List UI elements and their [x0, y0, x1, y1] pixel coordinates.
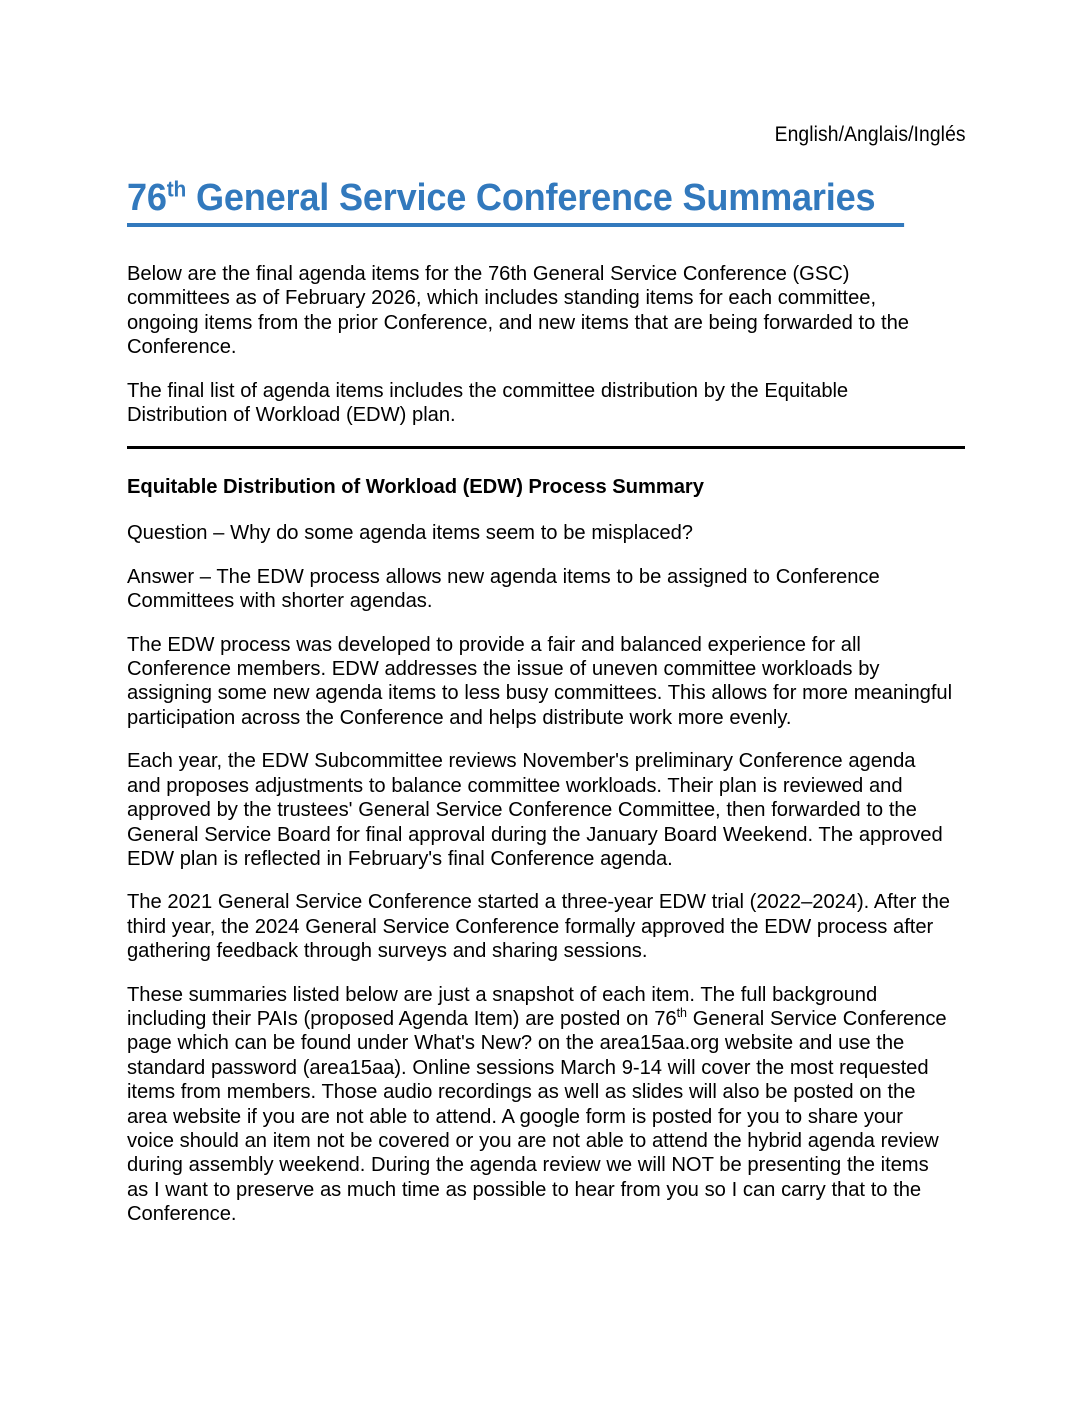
closing-text-part-2: General Service Conference page which can be found under What's New? on the area15aa.org website and use the standard password (area15aa). Online sessions March 9-14 will cover the most requested items from members. Those audio recordings as well as slides will also be posted on the area website if you are not able to attend. A google form is posted for you to share your voice should an item not be covered or you are not able to attend the hybrid agenda review during assembly weekend. During the agenda review we will NOT be presenting the items as I want to preserve as much time as possible to hear from you so I can carry that to the Conference. — [127, 1006, 947, 1226]
page-title — [127, 175, 904, 227]
title-container — [127, 175, 967, 227]
edw-purpose-paragraph: The EDW process was developed to provide a fair and balanced experience for all Conference members. EDW addresses the issue of uneven committee workloads by assigning some new agenda items to less busy committees. This allows for more meaningful participation across the Conference and helps distribute work more evenly. — [127, 632, 953, 729]
closing-ordinal-suffix: th — [676, 1005, 687, 1021]
edw-question: Question – Why do some agenda items seem to be misplaced? — [127, 521, 693, 545]
section-divider — [127, 446, 965, 449]
edw-history-paragraph: The 2021 General Service Conference started a three-year EDW trial (2022–2024). After the third year, the 2024 General Service Conference formally approved the EDW process after gathering feedback through surveys and sharing sessions. — [127, 890, 950, 963]
intro-paragraph-1: Below are the final agenda items for the 76th General Service Conference (GSC) committees as of February 2026, which includes standing items for each committee, ongoing items from the prior Conference, and new items that are being forwarded to the Conference. — [127, 262, 909, 359]
title-number: 76 — [127, 177, 167, 219]
edw-section-heading: Equitable Distribution of Workload (EDW) Process Summary — [127, 475, 704, 499]
edw-answer: Answer – The EDW process allows new agenda items to be assigned to Conference Committees with shorter agendas. — [127, 564, 880, 613]
closing-ordinal-number: 76 — [654, 1006, 677, 1030]
closing-paragraph — [127, 983, 952, 1227]
intro-paragraph-2: The final list of agenda items includes the committee distribution by the Equitable Distribution of Workload (EDW) plan. — [127, 378, 849, 427]
language-header: English/Anglais/Inglés — [774, 123, 966, 146]
title-ordinal-suffix: th — [166, 176, 187, 202]
document-body — [127, 262, 965, 1246]
closing-text-part-1: These summaries listed below are just a snapshot of each item. The full background including their PAIs (proposed Agenda Item) are posted on — [127, 982, 878, 1030]
edw-annual-cycle-paragraph: Each year, the EDW Subcommittee reviews November's preliminary Conference agenda and proposes adjustments to balance committee workloads. Their plan is reviewed and approved by the trustees' General Service Conference Committee, then forwarded to the General Service Board for final approval during the January Board Weekend. The approved EDW plan is reflected in February's final Conference agenda. — [127, 749, 943, 870]
title-rest: General Service Conference Summaries — [186, 177, 876, 219]
